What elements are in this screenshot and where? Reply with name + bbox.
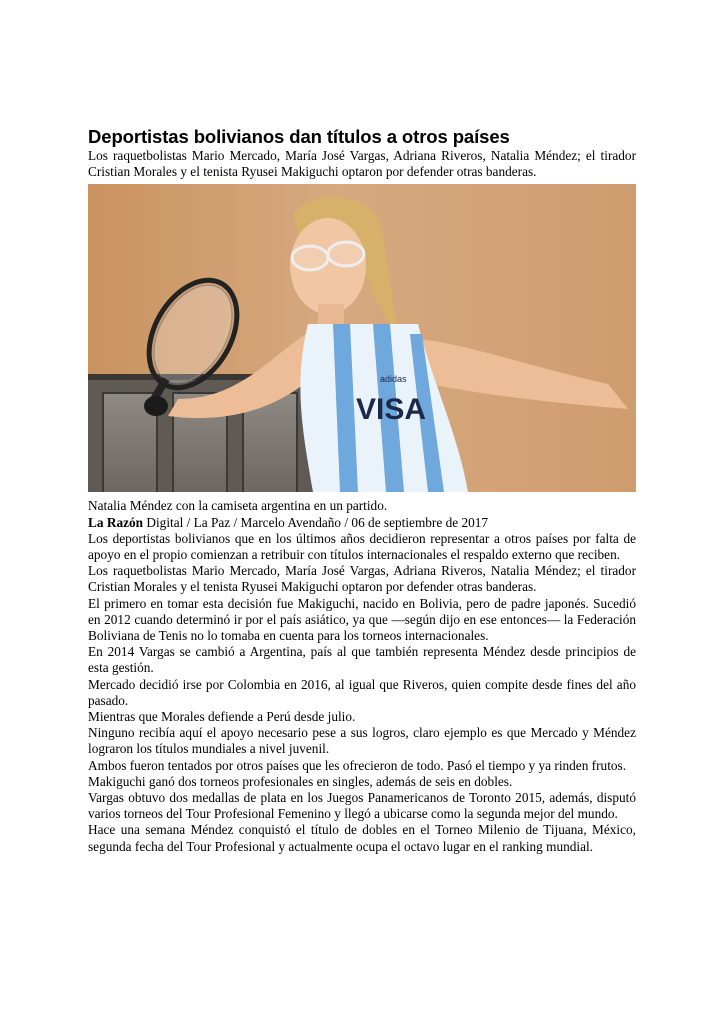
- article-paragraph: Vargas obtuvo dos medallas de plata en los Juegos Panamericanos de Toronto 2015, además, disputó varios torneos del Tour Profesional Femenino y llegó a ubicarse como la segunda mejor del mundo.: [88, 790, 636, 822]
- article-paragraph: Los deportistas bolivianos que en los últimos años decidieron representar a otros países por falta de apoyo en el propio comienzan a retribuir con títulos internacionales el respaldo externo que reciben.: [88, 530, 636, 563]
- article-paragraph: Hace una semana Méndez conquistó el título de dobles en el Torneo Milenio de Tijuana, México, segunda fecha del Tour Profesional y actualmente ocupa el octavo lugar en el ranking mundial.: [88, 822, 636, 854]
- article-photo: [88, 184, 636, 492]
- article-paragraph: En 2014 Vargas se cambió a Argentina, país al que también representa Méndez desde principios de esta gestión.: [88, 644, 636, 676]
- player-illustration: [88, 184, 636, 492]
- player-arm-right: [418, 339, 628, 409]
- byline-details: Digital / La Paz / Marcelo Avendaño / 06 de septiembre de 2017: [143, 514, 489, 530]
- article: [88, 126, 636, 855]
- source-name: La Razón: [88, 514, 144, 530]
- article-paragraph: Mientras que Morales defiende a Perú desde julio.: [88, 709, 356, 725]
- jersey-sponsor-text: VISA: [356, 393, 427, 427]
- article-paragraph: Ninguno recibía aquí el apoyo necesario pese a sus logros, claro ejemplo es que Mercado y Méndez lograron los títulos mundiales a nivel juvenil.: [88, 725, 636, 757]
- article-byline: [88, 515, 636, 531]
- photo-caption: Natalia Méndez con la camiseta argentina en un partido.: [88, 498, 388, 514]
- jersey-brand-text: adidas: [380, 374, 407, 385]
- article-headline: Deportistas bolivianos dan títulos a otros países: [88, 126, 510, 147]
- article-paragraph: Mercado decidió irse por Colombia en 2016, al igual que Riveros, quien compite desde fines del año pasado.: [88, 676, 636, 708]
- article-paragraph: Los raquetbolistas Mario Mercado, María José Vargas, Adriana Riveros, Natalia Méndez; el tirador Cristian Morales y el tenista Ryusei Makiguchi optaron por defender otras banderas.: [88, 563, 636, 595]
- article-paragraph: Makiguchi ganó dos torneos profesionales en singles, además de seis en dobles.: [88, 773, 513, 789]
- article-paragraph: El primero en tomar esta decisión fue Makiguchi, nacido en Bolivia, pero de padre japonés. Sucedió en 2012 cuando determinó ir por el país asiático, ya que —según dijo en ese entonces— la Federación Boliviana de Tenis no lo tomaba en cuenta para los torneos internacionales.: [88, 595, 636, 644]
- player-glove: [144, 396, 168, 416]
- article-lead: Los raquetbolistas Mario Mercado, María José Vargas, Adriana Riveros, Natalia Méndez; el tirador Cristian Morales y el tenista Ryusei Makiguchi optaron por defender otras banderas.: [88, 148, 636, 180]
- article-paragraph: Ambos fueron tentados por otros países que les ofrecieron de todo. Pasó el tiempo y ya rinden frutos.: [88, 757, 627, 773]
